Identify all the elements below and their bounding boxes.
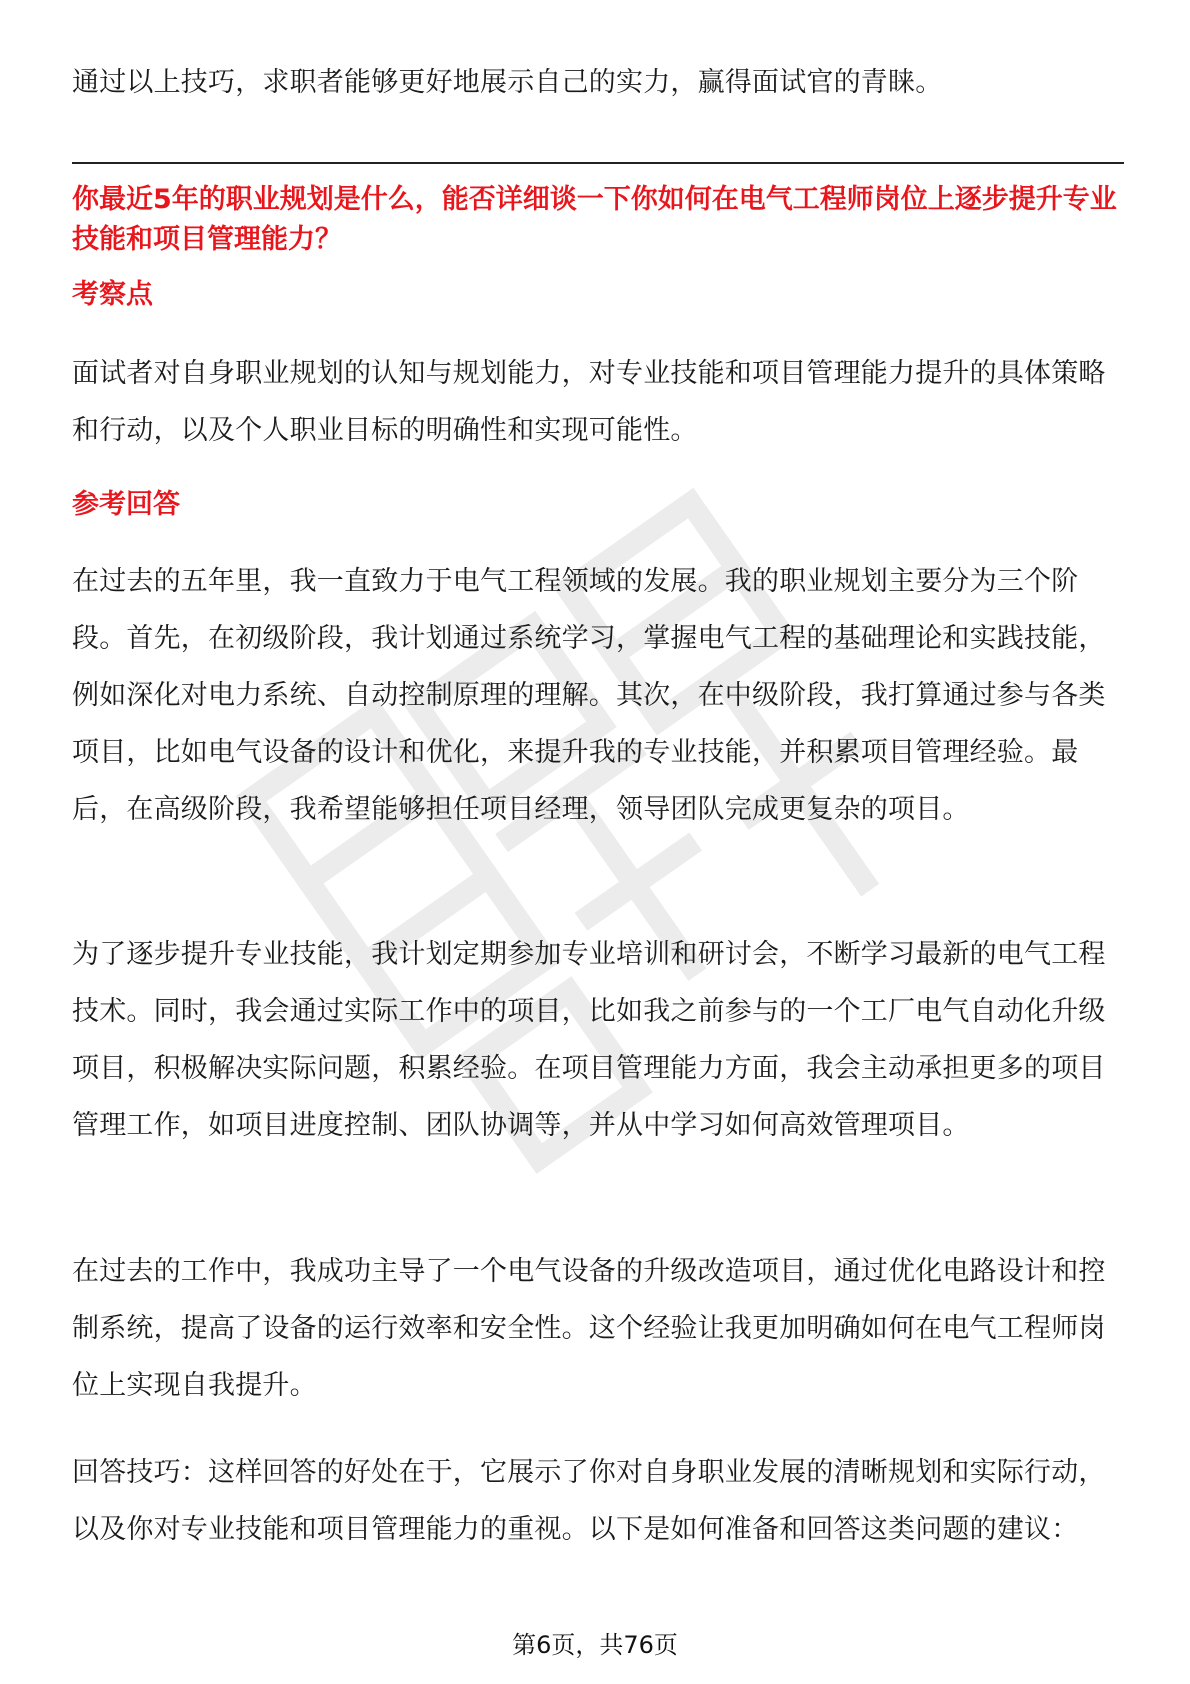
- focus-paragraph: 面试者对自身职业规划的认知与规划能力，对专业技能和项目管理能力提升的具体策略和行动，以及个人职业目标的明确性和实现可能性。: [72, 358, 1106, 446]
- page-number-footer: 第6页，共76页: [512, 1631, 678, 1659]
- question-heading: 你最近5年的职业规划是什么，能否详细谈一下你如何在电气工程师岗位上逐步提升专业技能和项目管理能力？: [72, 184, 1117, 255]
- answer-paragraph-2: 为了逐步提升专业技能，我计划定期参加专业培训和研讨会，不断学习最新的电气工程技术。同时，我会通过实际工作中的项目，比如我之前参与的一个工厂电气自动化升级项目，积极解决实际问题，积累经验。在项目管理能力方面，我会主动承担更多的项目管理工作，如项目进度控制、团队协调等，并从中学习如何高效管理项目。: [72, 939, 1106, 1141]
- focus-title: 考察点: [72, 279, 153, 310]
- answer-title: 参考回答: [72, 489, 180, 520]
- answer-paragraph-1: 在过去的五年里，我一直致力于电气工程领域的发展。我的职业规划主要分为三个阶段。首先，在初级阶段，我计划通过系统学习，掌握电气工程的基础理论和实践技能，例如深化对电力系统、自动控制原理的理解。其次，在中级阶段，我打算通过参与各类项目，比如电气设备的设计和优化，来提升我的专业技能，并积累项目管理经验。最后，在高级阶段，我希望能够担任项目经理，领导团队完成更复杂的项目。: [72, 566, 1106, 825]
- answer-paragraph-3: 在过去的工作中，我成功主导了一个电气设备的升级改造项目，通过优化电路设计和控制系统，提高了设备的运行效率和安全性。这个经验让我更加明确如何在电气工程师岗位上实现自我提升。: [72, 1256, 1106, 1401]
- section-divider: [72, 162, 1124, 164]
- intro-paragraph: 通过以上技巧，求职者能够更好地展示自己的实力，赢得面试官的青睐。: [72, 67, 943, 98]
- answer-tips-paragraph: 回答技巧：这样回答的好处在于，它展示了你对自身职业发展的清晰规划和实际行动，以及你对专业技能和项目管理能力的重视。以下是如何准备和回答这类问题的建议：: [72, 1457, 1106, 1545]
